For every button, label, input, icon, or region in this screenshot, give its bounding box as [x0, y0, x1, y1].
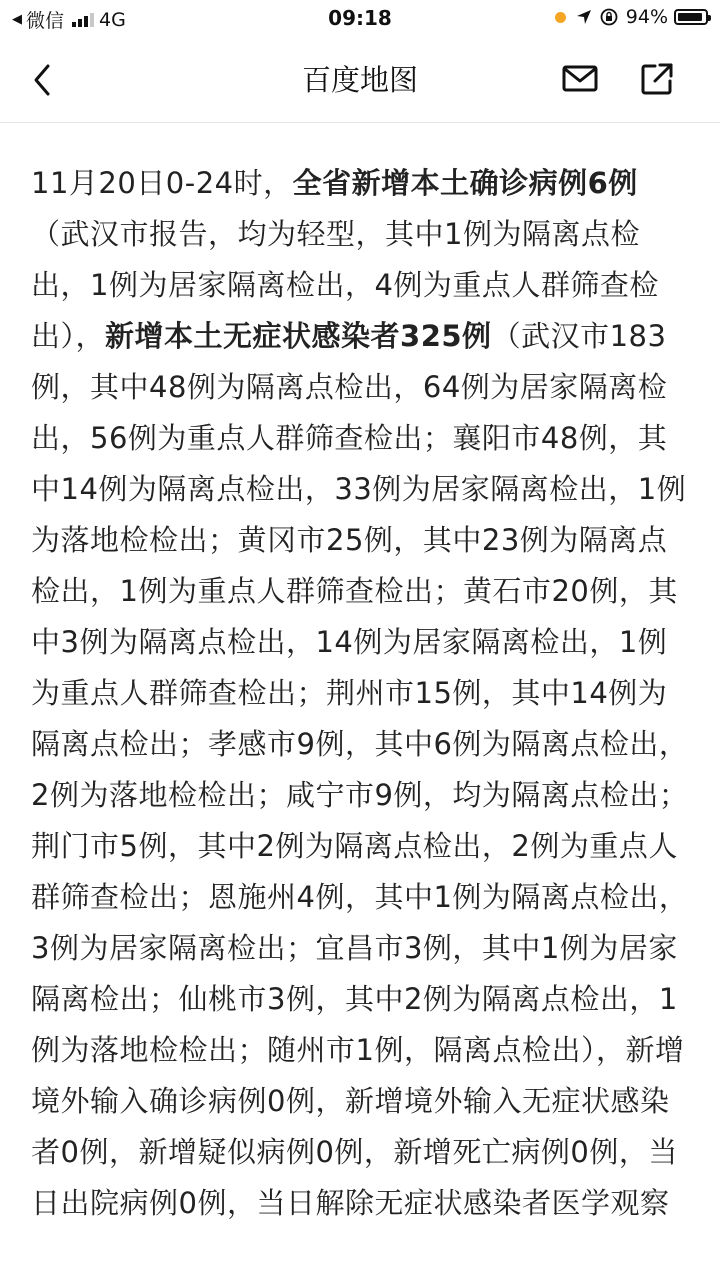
article-text-confirmed-detail: （武汉市报告，均为轻型，其中1例为隔离点检出，1例为居家隔离检出，4例为重点人群筛查检出）， — [31, 217, 659, 353]
status-right — [555, 6, 708, 28]
carrier-label: 微信 — [26, 10, 65, 32]
article-text-date: 11月20日0-24时， — [31, 166, 293, 200]
orientation-lock-icon — [600, 8, 618, 26]
battery-icon — [674, 9, 708, 25]
status-time: 09:18 — [328, 6, 392, 30]
article-highlight-confirmed: 全省新增本土确诊病例6例 — [292, 166, 638, 200]
battery-percent: 94% — [625, 6, 668, 28]
page-title: 百度地图 — [301, 63, 418, 97]
mail-button[interactable] — [560, 62, 600, 96]
back-to-app-icon[interactable]: ◀ — [12, 12, 22, 27]
navigation-bar — [0, 36, 720, 123]
mail-icon — [560, 62, 600, 96]
network-type-label: 4G — [99, 8, 126, 31]
article-body — [31, 158, 691, 1229]
share-external-icon — [638, 60, 676, 98]
article-highlight-asymptomatic: 新增本土无症状感染者325例 — [105, 319, 492, 353]
location-arrow-icon — [576, 9, 592, 25]
share-button[interactable] — [638, 60, 676, 98]
article-text-asymptomatic-detail: （武汉市183例，其中48例为隔离点检出，64例为居家隔离检出，56例为重点人群筛查检出；襄阳市48例，其中14例为隔离点检出，33例为居家隔离检出，1例为落地检检出；黄冈市25例，其中23例为隔离点检出，1例为重点人群筛查检出；黄石市20例，其中3例为隔离点检出，14例为居家隔离检出，1例为重点人群筛查检出；荆州市15例，其中14例为隔离点检出；孝感市9例，其中6例为隔离点检出，2例为落地检检出；咸宁市9例，均为隔离点检出；荆门市5例，其中2例为隔离点检出，2例为重点人群筛查检出；恩施州4例，其中1例为隔离点检出，3例为居家隔离检出；宜昌市3例，其中1例为居家隔离检出；仙桃市3例，其中2例为隔离点检出，1例为落地检检出；随州市1例，隔离点检出），新增境外输入确诊病例0例，新增境外输入无症状感染者0例，新增疑似病例0例，新增死亡病例0例，当日出院病例0例，当日解除无症状感染者医学观察 — [31, 319, 689, 1220]
status-bar — [0, 0, 720, 36]
recording-indicator-icon — [555, 12, 566, 23]
